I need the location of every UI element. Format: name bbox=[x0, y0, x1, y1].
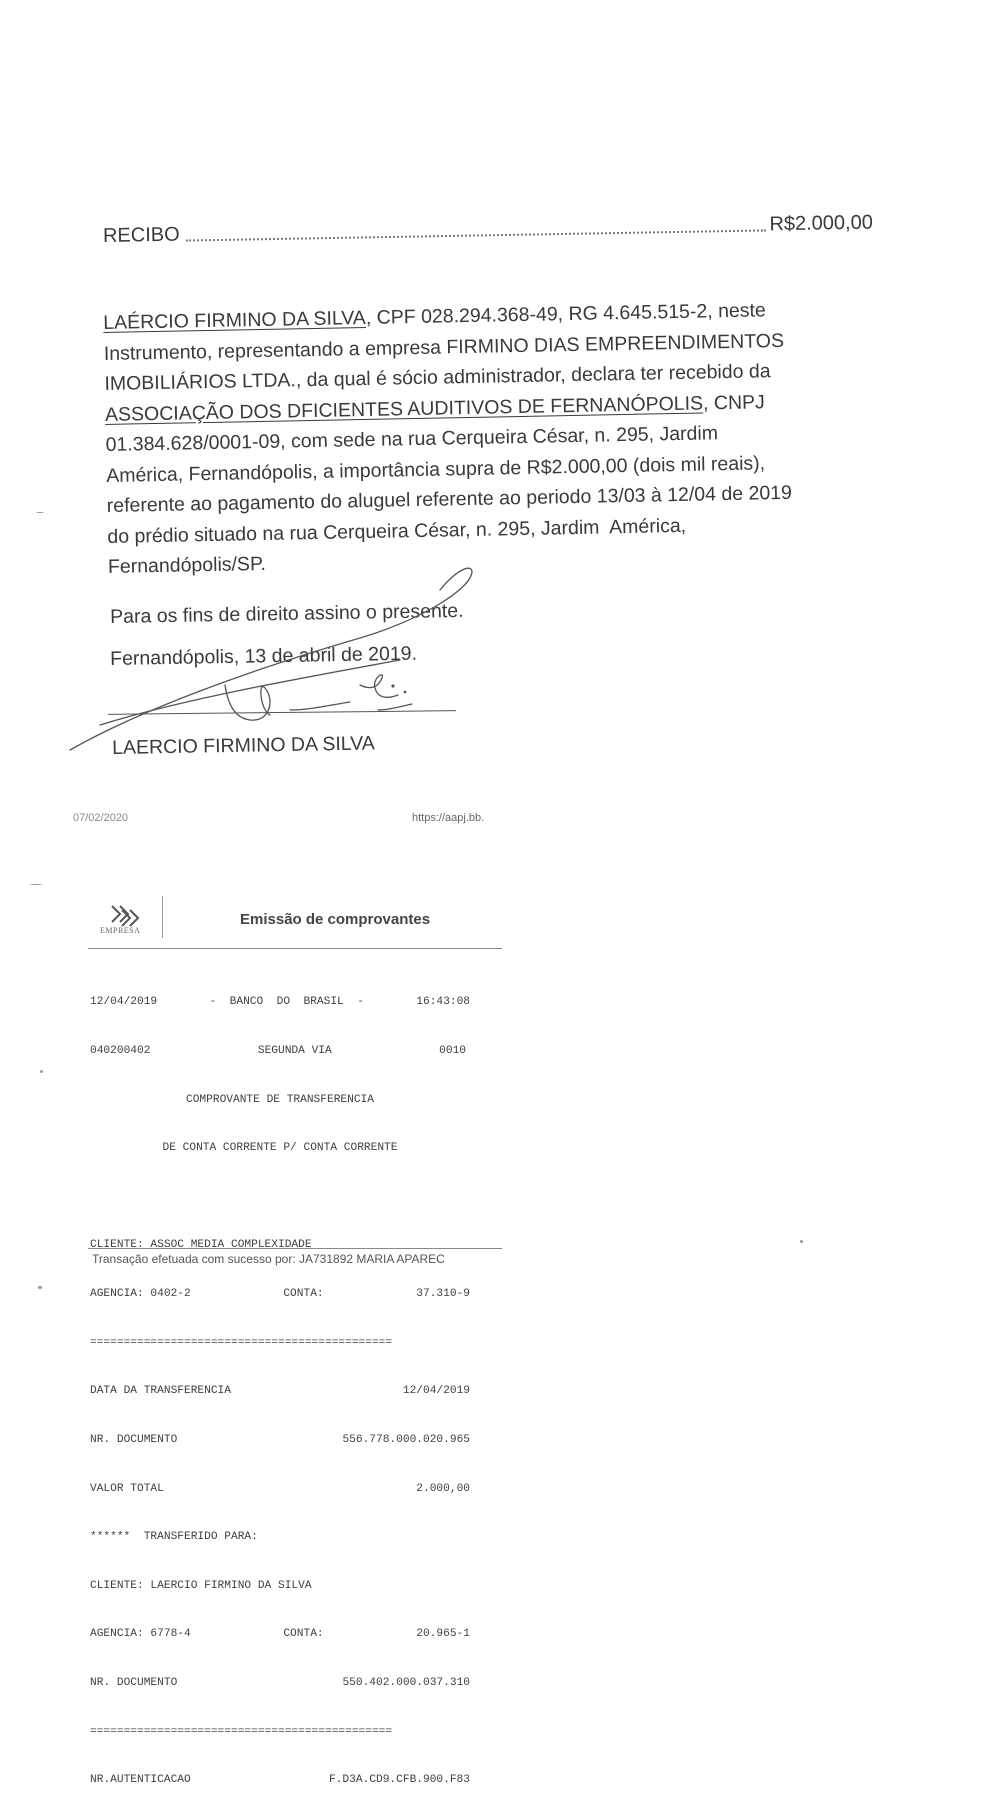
signatory-name: LAERCIO FIRMINO DA SILVA bbox=[112, 732, 375, 759]
dest-client: CLIENTE: LAERCIO FIRMINO DA SILVA bbox=[90, 1579, 312, 1592]
receipt-line: do prédio situado na rua Cerqueira César, n. 295, Jardim América, bbox=[107, 514, 687, 548]
receipt-line: 01.384.628/0001-09, com sede na rua Cerqueira César, n. 295, Jardim bbox=[105, 422, 719, 456]
payee-name: LAÉRCIO FIRMINO DA SILVA bbox=[103, 306, 367, 334]
voucher-bottom-rule bbox=[88, 1248, 502, 1249]
voucher-subtitle: DE CONTA CORRENTE P/ CONTA CORRENTE bbox=[162, 1142, 398, 1155]
receipt-line: ASSOCIAÇÃO DOS DFICIENTES AUDITIVOS DE FERNANÓPOLIS, CNPJ bbox=[104, 390, 766, 426]
separator: ============================================= bbox=[90, 1725, 393, 1738]
voucher-header: Emissão de comprovantes bbox=[240, 911, 431, 928]
voucher-row: AGENCIA: 6778-4 CONTA: 20.965-1 bbox=[90, 1628, 470, 1641]
voucher-row: NR. DOCUMENTO 556.778.000.020.965 bbox=[90, 1433, 470, 1446]
receipt-line: referente ao pagamento do aluguel referente ao periodo 13/03 à 12/04 de 2019 bbox=[106, 481, 793, 517]
closing-statement: Para os fins de direito assino o presente. bbox=[110, 599, 464, 628]
receipt-title: RECIBO bbox=[102, 223, 180, 247]
receipt-body bbox=[103, 293, 898, 583]
receipt-line: Instrumento, representando a empresa FIRMINO DIAS EMPREENDIMENTOS bbox=[103, 329, 785, 365]
scan-speck bbox=[36, 512, 44, 513]
place-and-date: Fernandópolis, 13 de abril de 2019. bbox=[110, 642, 418, 670]
voucher-row: NR. DOCUMENTO 550.402.000.037.310 bbox=[90, 1676, 470, 1689]
voucher-row: 12/04/2019 - BANCO DO BRASIL - 16:43:08 bbox=[90, 996, 470, 1009]
transaction-footer: Transação efetuada com sucesso por: JA731892 MARIA APAREC bbox=[92, 1252, 445, 1266]
voucher-row: NR.AUTENTICACAO F.D3A.CD9.CFB.900.F83 bbox=[90, 1774, 470, 1787]
voucher-row: DATA DA TRANSFERENCIA 12/04/2019 bbox=[90, 1385, 470, 1398]
logo-label: EMPRESA bbox=[100, 926, 141, 935]
scan-speck bbox=[40, 1070, 43, 1073]
voucher-row: 040200402 SEGUNDA VIA 0010 bbox=[90, 1045, 466, 1058]
voucher-body bbox=[90, 962, 470, 1805]
receipt-line: América, Fernandópolis, a importância supra de R$2.000,00 (dois mil reais), bbox=[106, 451, 766, 487]
receipt-amount: R$2.000,00 bbox=[769, 211, 874, 236]
scan-speck bbox=[38, 1286, 42, 1289]
voucher-row: AGENCIA: 0402-2 CONTA: 37.310-9 bbox=[90, 1288, 470, 1301]
receipt-line: Fernandópolis/SP. bbox=[107, 552, 267, 578]
receipt-header bbox=[103, 212, 873, 248]
receipt-line: LAÉRCIO FIRMINO DA SILVA, CPF 028.294.368-49, RG 4.645.515-2, neste bbox=[103, 299, 766, 334]
signature-icon bbox=[60, 560, 490, 760]
receipt-line: IMOBILIÁRIOS LTDA., da qual é sócio administrador, declara ter recebido da bbox=[104, 360, 771, 395]
scan-speck bbox=[30, 884, 42, 885]
scan-speck bbox=[800, 1240, 803, 1243]
payer-name: ASSOCIAÇÃO DOS DFICIENTES AUDITIVOS DE FERNANÓPOLIS bbox=[104, 391, 704, 426]
transferred-to: ****** TRANSFERIDO PARA: bbox=[90, 1531, 258, 1544]
separator: ============================================= bbox=[90, 1336, 393, 1349]
print-date: 07/02/2020 bbox=[73, 812, 129, 824]
print-url: https://aapj.bb. bbox=[412, 812, 485, 824]
dotted-leader bbox=[186, 229, 766, 241]
voucher-row: VALOR TOTAL 2.000,00 bbox=[90, 1482, 470, 1495]
origin-client: CLIENTE: ASSOC MEDIA COMPLEXIDADE bbox=[90, 1239, 312, 1252]
voucher-title: COMPROVANTE DE TRANSFERENCIA bbox=[186, 1093, 374, 1106]
voucher-top-rule bbox=[88, 948, 502, 949]
logo-divider bbox=[162, 896, 163, 938]
